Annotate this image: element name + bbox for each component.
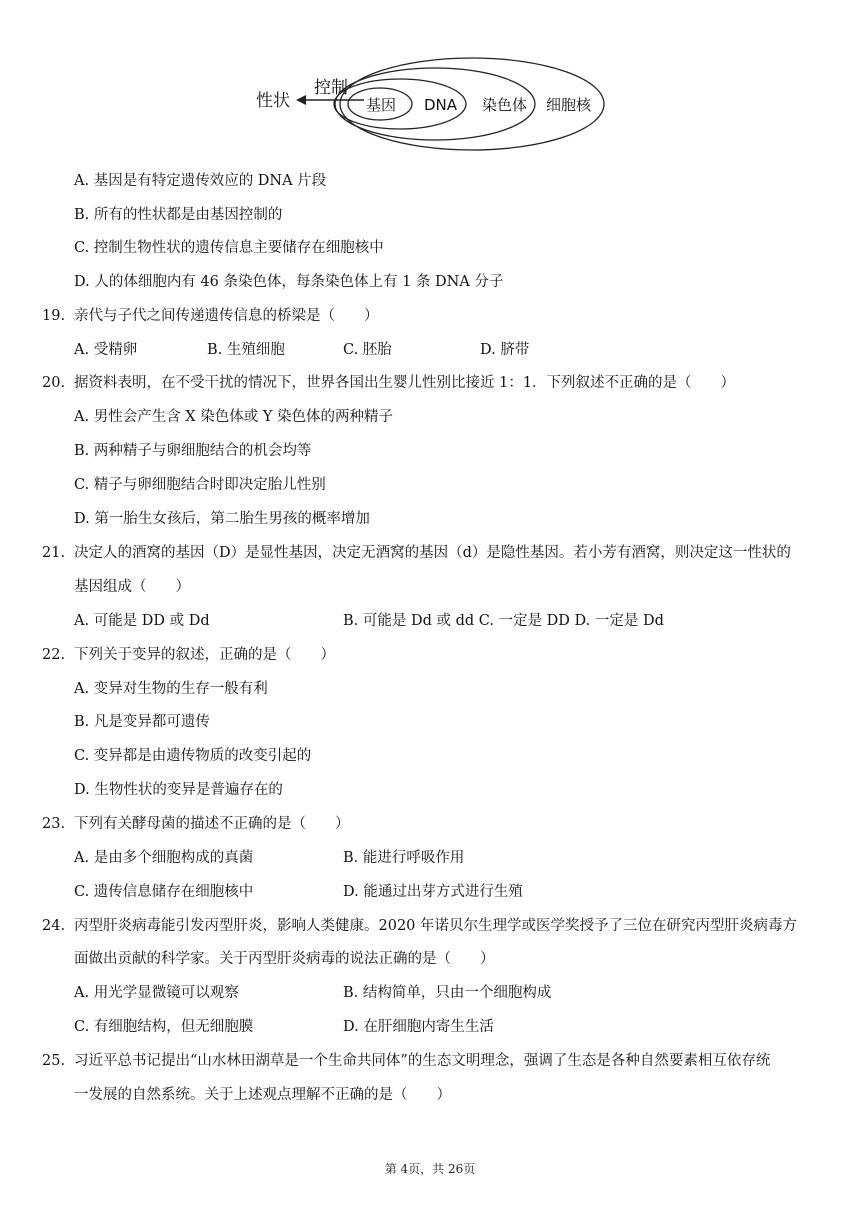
q21-option-a: A. 可能是 DD 或 Dd — [74, 613, 210, 629]
q21-options-bcd: B. 可能是 Dd 或 dd C. 一定是 DD D. 一定是 Dd — [343, 613, 664, 629]
q18-option-c: C. 控制生物性状的遗传信息主要储存在细胞核中 — [74, 240, 384, 256]
q20-number: 20. — [42, 375, 66, 391]
page-footer: 第 4页，共 26页 — [384, 1162, 476, 1176]
q20-option-c: C. 精子与卵细胞结合时即决定胎儿性别 — [74, 477, 326, 493]
q24-option-c: C. 有细胞结构，但无细胞膜 — [74, 1019, 254, 1035]
q20-option-b: B. 两种精子与卵细胞结合的机会均等 — [74, 443, 312, 459]
q24-option-d: D. 在肝细胞内寄生生活 — [343, 1019, 494, 1035]
gene-dna-chromosome-nucleus-diagram — [250, 48, 610, 160]
q23-option-d: D. 能通过出芽方式进行生殖 — [343, 884, 523, 900]
q23-option-c: C. 遗传信息储存在细胞核中 — [74, 884, 254, 900]
q18-option-b: B. 所有的性状都是由基因控制的 — [74, 207, 283, 223]
q19-stem: 亲代与子代之间传递遗传信息的桥梁是（ ） — [74, 308, 379, 324]
gene-label: 基因 — [366, 96, 397, 114]
control-label: 控制 — [314, 78, 348, 98]
q18-option-d: D. 人的体细胞内有 46 条染色体，每条染色体上有 1 条 DNA 分子 — [74, 274, 504, 290]
q22-option-a: A. 变异对生物的生存一般有利 — [74, 681, 268, 697]
q23-option-b: B. 能进行呼吸作用 — [343, 850, 465, 866]
q23-stem: 下列有关酵母菌的描述不正确的是（ ） — [74, 816, 350, 832]
q21-number: 21. — [42, 545, 66, 561]
q22-option-c: C. 变异都是由遗传物质的改变引起的 — [74, 748, 312, 764]
q24-option-b: B. 结构简单，只由一个细胞构成 — [343, 985, 552, 1001]
q22-option-d: D. 生物性状的变异是普遍存在的 — [74, 782, 283, 798]
q24-option-a: A. 用光学显微镜可以观察 — [74, 985, 239, 1001]
nucleus-label: 细胞核 — [546, 96, 592, 114]
q24-number: 24. — [42, 918, 66, 934]
q22-number: 22. — [42, 647, 66, 663]
q24-stem-line2: 面做出贡献的科学家。关于丙型肝炎病毒的说法正确的是（ ） — [74, 951, 495, 967]
q25-stem-line2: 一发展的自然系统。关于上述观点理解不正确的是（ ） — [74, 1087, 451, 1103]
q23-option-a: A. 是由多个细胞构成的真菌 — [74, 850, 254, 866]
chromosome-label: 染色体 — [482, 96, 528, 114]
q22-stem: 下列关于变异的叙述，正确的是（ ） — [74, 647, 335, 663]
arrow-head-icon — [296, 95, 306, 105]
q21-stem-line2: 基因组成（ ） — [74, 579, 190, 595]
q20-option-a: A. 男性会产生含 X 染色体或 Y 染色体的两种精子 — [74, 409, 394, 425]
q23-number: 23. — [42, 816, 66, 832]
q24-stem-line1: 丙型肝炎病毒能引发丙型肝炎，影响人类健康。2020 年诺贝尔生理学或医学奖授予了三位在研究丙型肝炎病毒方 — [74, 918, 798, 934]
q19-number: 19. — [42, 308, 66, 324]
trait-label: 性状 — [256, 91, 290, 111]
q20-stem: 据资料表明，在不受干扰的情况下，世界各国出生婴儿性别比接近 1：1．下列叙述不正确的是（ ） — [74, 375, 736, 391]
dna-label: DNA — [424, 96, 458, 114]
q18-option-a: A. 基因是有特定遗传效应的 DNA 片段 — [74, 173, 327, 189]
q20-option-d: D. 第一胎生女孩后，第二胎生男孩的概率增加 — [74, 511, 370, 527]
q22-option-b: B. 凡是变异都可遗传 — [74, 714, 210, 730]
q19-option-c: C. 胚胎 — [343, 342, 392, 358]
q19-option-a: A. 受精卵 — [74, 342, 138, 358]
q21-stem-line1: 决定人的酒窝的基因（D）是显性基因，决定无酒窝的基因（d）是隐性基因。若小芳有酒窝，则决定这一性状的 — [74, 545, 791, 561]
q25-stem-line1: 习近平总书记提出“山水林田湖草是一个生命共同体”的生态文明理念，强调了生态是各种自然要素相互依存统 — [74, 1053, 771, 1069]
q25-number: 25. — [42, 1053, 66, 1069]
q19-option-b: B. 生殖细胞 — [207, 342, 285, 358]
q19-option-d: D. 脐带 — [480, 342, 530, 358]
